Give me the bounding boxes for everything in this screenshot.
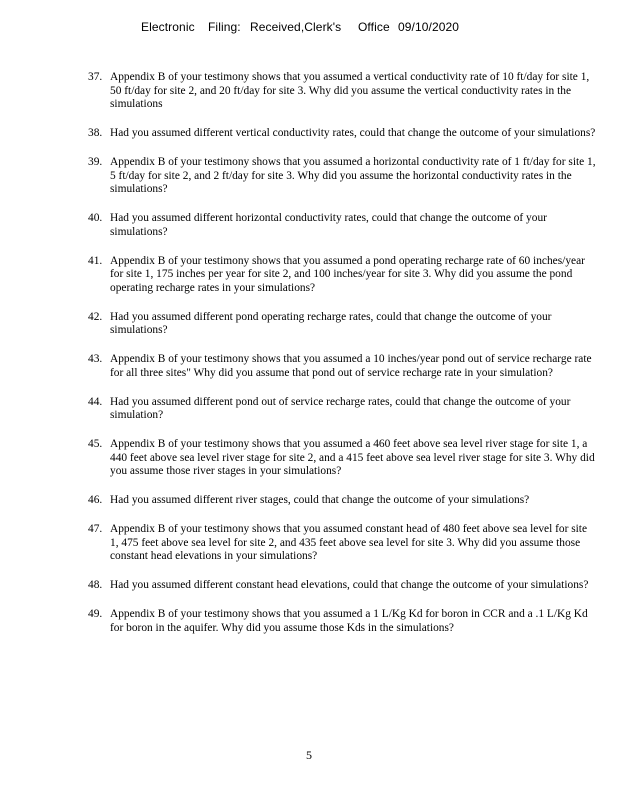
question-number: 39. [88,156,103,168]
question-number: 44. [88,395,103,408]
header-date: 09/10/2020 [398,20,460,34]
question-text: Appendix B of your testimony shows that you assumed a 1 L/Kg Kd for boron in CCR and a .1 L/Kg Kd for boron in the aquifer. Why did you assume those Kds in the simulations? [110,608,588,634]
question-46 [88,494,598,508]
question-number: 49. [88,608,103,620]
question-number: 47. [88,523,103,535]
question-43 [88,353,598,380]
question-41 [88,255,598,296]
question-text: Appendix B of your testimony shows that you assumed a pond operating recharge rate of 60 inches/year for site 1, 175 inches per year for site 2, and 100 inches/year for site 3. Why did you assume the pond operating recharge rates in your simulations? [110,254,585,294]
question-text: Had you assumed different pond operating recharge rates, could that change the outcome of your simulations? [110,310,552,336]
question-number: 46. [88,494,103,506]
question-text: Appendix B of your testimony shows that you assumed a 460 feet above sea level river stage for site 1, a 440 feet above sea level river stage for site 2, and a 415 feet above sea level river stage for site 3. Why did you assume those river stages in your simulations? [110,438,595,477]
question-text: Had you assumed different constant head elevations, could that change the outcome of your simulations? [110,579,589,591]
question-45 [88,438,598,479]
question-48 [88,579,598,593]
question-list [88,71,598,651]
question-number: 38. [88,127,103,139]
question-text: Had you assumed different river stages, could that change the outcome of your simulations? [110,494,530,506]
question-37 [88,71,598,112]
header-received: Received,Clerk's [250,20,342,34]
question-49 [88,608,598,635]
question-44 [88,396,598,423]
question-text: Appendix B of your testimony shows that you assumed a vertical conductivity rate of 10 ft/day for site 1, 50 ft/day for site 2, and 20 ft/day for site 3. Why did you assume the vertical conductivity rates in the simulations [110,71,590,110]
question-text: Had you assumed different pond out of service recharge rates, could that change the outcome of your simulation? [110,395,571,421]
question-number: 48. [88,579,103,591]
question-text: Appendix B of your testimony shows that you assumed a 10 inches/year pond out of service recharge rate for all three sites" Why did you assume that pond out of service recharge rate in your simulation? [110,353,592,379]
question-number: 37. [88,71,103,83]
question-number: 42. [88,310,103,323]
question-number: 43. [88,353,103,365]
header-electronic: Electronic [141,20,195,34]
page-number: 5 [306,748,312,762]
header-office: Office [358,20,390,34]
question-38 [88,127,598,141]
question-number: 40. [88,212,103,224]
question-47 [88,523,598,564]
header-filing: Filing: [208,20,241,34]
question-42 [88,311,598,338]
question-39 [88,156,598,197]
question-number: 41. [88,254,103,267]
question-text: Had you assumed different horizontal conductivity rates, could that change the outcome of your simulations? [110,212,547,238]
question-number: 45. [88,438,103,450]
question-text: Appendix B of your testimony shows that you assumed a horizontal conductivity rate of 1 ft/day for site 1, 5 ft/day for site 2, and 2 ft/day for site 3. Why did you assume the horizontal conductivity rates in the simulations? [110,156,596,195]
question-text: Appendix B of your testimony shows that you assumed constant head of 480 feet above sea level for site 1, 475 feet above sea level for site 2, and 435 feet above sea level for site 3. Why did you assume those constant head elevations in your simulations? [110,523,588,562]
question-text: Had you assumed different vertical conductivity rates, could that change the outcome of your simulations? [110,127,596,139]
question-40 [88,212,598,239]
